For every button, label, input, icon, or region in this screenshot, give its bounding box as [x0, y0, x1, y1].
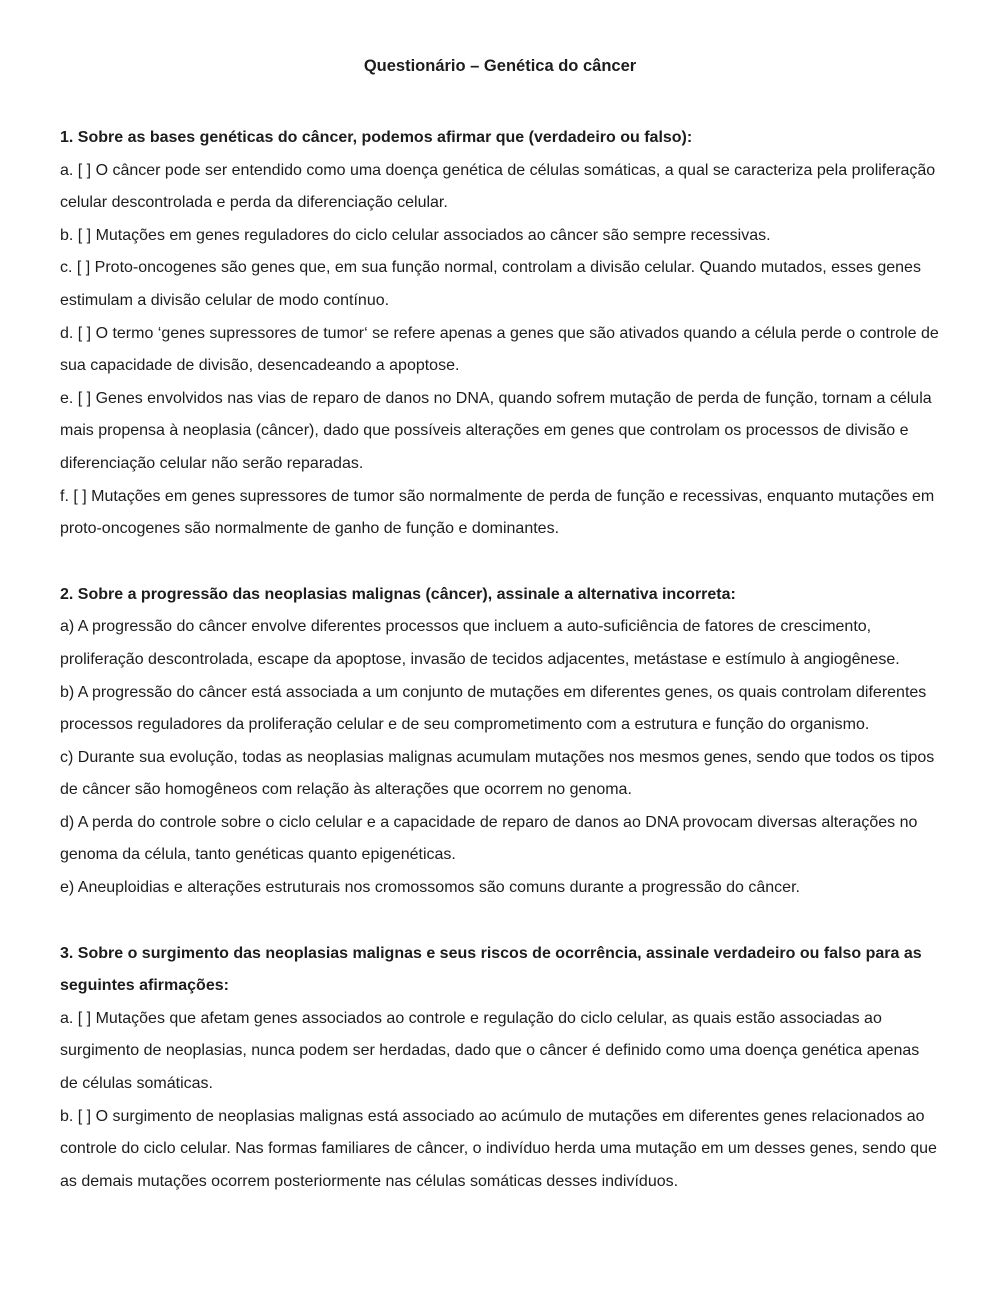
question-2	[60, 579, 940, 905]
question-1-item-b: b. [ ] Mutações em genes reguladores do ciclo celular associados ao câncer são sempre recessivas.	[60, 226, 771, 244]
question-2-item-c: c) Durante sua evolução, todas as neoplasias malignas acumulam mutações nos mesmos genes, sendo que todos os tipos de câncer são homogêneos com relação às alterações que ocorrem no genoma.	[60, 748, 935, 799]
question-3-item-a: a. [ ] Mutações que afetam genes associados ao controle e regulação do ciclo celular, as quais estão associadas ao surgimento de neoplasias, nunca podem ser herdadas, dado que o câncer é definido como uma doença genética apenas de células somáticas.	[60, 1009, 920, 1093]
question-1-item-e: e. [ ] Genes envolvidos nas vias de reparo de danos no DNA, quando sofrem mutação de perda de função, tornam a célula mais propensa à neoplasia (câncer), dado que possíveis alterações em genes que controlam os processos de divisão e diferenciação celular não serão reparadas.	[60, 389, 932, 472]
question-1-item-f: f. [ ] Mutações em genes supressores de tumor são normalmente de perda de função e recessivas, enquanto mutações em proto-oncogenes são normalmente de ganho de função e dominantes.	[60, 487, 935, 538]
question-2-item-b: b) A progressão do câncer está associada a um conjunto de mutações em diferentes genes, os quais controlam diferentes processos reguladores da proliferação celular e de seu comprometimento com a estrutura e função do organismo.	[60, 683, 927, 734]
question-1-heading: 1. Sobre as bases genéticas do câncer, podemos afirmar que (verdadeiro ou falso):	[60, 129, 693, 146]
question-3	[60, 938, 940, 1199]
question-2-item-a: a) A progressão do câncer envolve diferentes processos que incluem a auto-suficiência de fatores de crescimento, proliferação descontrolada, escape da apoptose, invasão de tecidos adjacentes, metástase e estímulo à angiogênese.	[60, 618, 900, 668]
question-1-item-d: d. [ ] O termo ‘genes supressores de tumor‘ se refere apenas a genes que são ativados quando a célula perde o controle de sua capacidade de divisão, desencadeando a apoptose.	[60, 324, 939, 375]
document-title: Questionário – Genética do câncer	[363, 57, 637, 75]
question-3-heading: 3. Sobre o surgimento das neoplasias malignas e seus riscos de ocorrência, assinale verdadeiro ou falso para as seguintes afirmações:	[60, 944, 922, 995]
question-3-item-b: b. [ ] O surgimento de neoplasias malignas está associado ao acúmulo de mutações em diferentes genes relacionados ao controle do ciclo celular. Nas formas familiares de câncer, o indivíduo herda uma mutação em um desses genes, sendo que as demais mutações ocorrem posteriormente nas células somáticas desses indivíduos.	[60, 1107, 937, 1190]
question-1-item-c: c. [ ] Proto-oncogenes são genes que, em sua função normal, controlam a divisão celular. Quando mutados, esses genes estimulam a divisão celular de modo contínuo.	[60, 259, 921, 309]
question-1	[60, 122, 940, 546]
question-2-item-d: d) A perda do controle sobre o ciclo celular e a capacidade de reparo de danos ao DNA provocam diversas alterações no genoma da célula, tanto genéticas quanto epigenéticas.	[60, 813, 918, 864]
question-2-item-e: e) Aneuploidias e alterações estruturais nos cromossomos são comuns durante a progressão do câncer.	[60, 879, 800, 897]
question-2-heading: 2. Sobre a progressão das neoplasias malignas (câncer), assinale a alternativa incorreta:	[60, 585, 736, 603]
question-1-item-a: a. [ ] O câncer pode ser entendido como uma doença genética de células somáticas, a qual se caracteriza pela proliferação celular descontrolada e perda da diferenciação celular.	[60, 161, 936, 212]
